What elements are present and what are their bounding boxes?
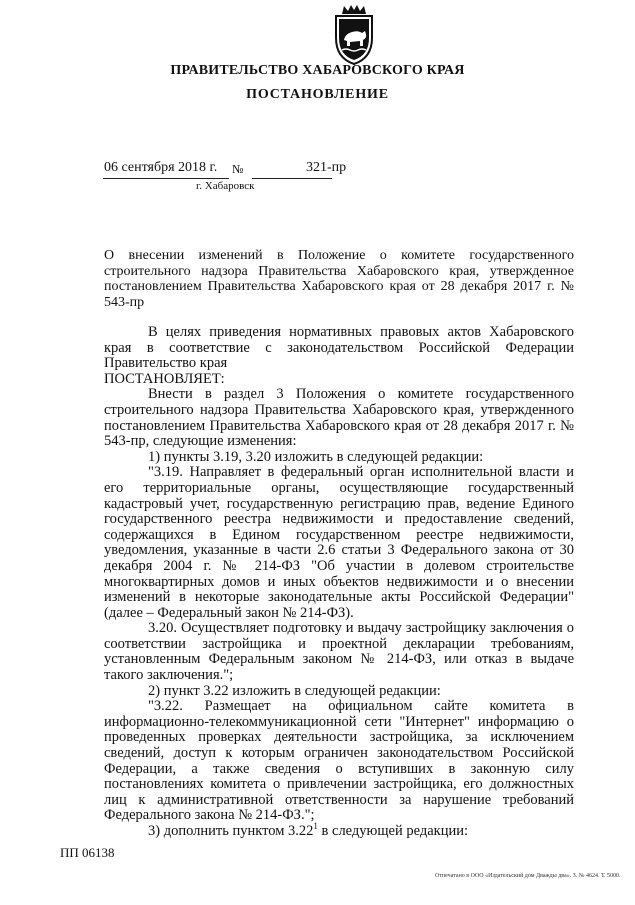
paragraph: "3.19. Направляет в федеральный орган исполнительной власти и его территориальные органы, осуществляющие государственный кадастровый учет, государственную регистрацию прав, ведение Единого государственного реестра недвижимости и предоставление сведений, содержащихся в Едином государственном реестре недвижимости, уведомления, указанные в части 2.6 статьи 3 Федерального закона от 30 декабря 2004 г. № 214-ФЗ "Об участии в долевом строительстве многоквартирных домов и иных объектов недвижимости и о внесении изменений в некоторые законодательные акты Российской Федерации" (далее – Федеральный закон № 214-ФЗ).: [104, 464, 574, 621]
organization-name: ПРАВИТЕЛЬСТВО ХАБАРОВСКОГО КРАЯ: [170, 63, 465, 78]
paragraph: Внести в раздел 3 Положения о комитете государственного строительного надзора Правительства Хабаровского края, утвержденного постановлением Правительства Хабаровского края от 28 декабря 2017 г. № 543-пр, следующие изменения:: [104, 386, 574, 450]
paragraph: [104, 325, 574, 387]
document-code: ПП 06138: [60, 845, 115, 860]
paragraph-text: 3) дополнить пунктом 3.22: [148, 823, 314, 839]
document-date: 06 сентября 2018 г.: [104, 160, 218, 175]
number-label: №: [232, 162, 244, 176]
city: г. Хабаровск: [196, 180, 255, 192]
paragraph: 3.20. Осуществляет подготовку и выдачу застройщику заключения о соответствии застройщика и проектной декларации требованиям, установленным Федеральным законом № 214-ФЗ, или отказ в выдаче такого заключения.";: [104, 620, 574, 684]
document-title: О внесении изменений в Положение о комитете государственного строительного надзора Правительства Хабаровского края, утвержденное постановлением Правительства Хабаровского края от 28 декабря 2017 г. № 543-пр: [104, 248, 574, 310]
date-underline: [103, 178, 229, 179]
paragraph: 1) пункты 3.19, 3.20 изложить в следующей редакции:: [148, 448, 484, 465]
document-type: ПОСТАНОВЛЕНИЕ: [246, 87, 389, 102]
document-number: 321-пр: [306, 160, 347, 175]
superscript: 1: [313, 821, 318, 832]
coat-of-arms-icon: [330, 4, 378, 66]
paragraph: "3.22. Размещает на официальном сайте комитета в информационно-телекоммуникационной сети "Интернет" информацию о проведенных проверках деятельности застройщика, за исключением сведений, доступ к которым ограничен законодательством Российской Федерации, а также сведения о вступивших в законную силу постановлениях комитета о привлечении застройщика, его должностных лиц к административной ответственности за нарушение требований Федерального закона № 214-ФЗ.";: [104, 698, 574, 824]
decree-word: ПОСТАНОВЛЯЕТ:: [104, 370, 225, 387]
paragraph-text: В целях приведения нормативных правовых актов Хабаровского края в соответствие с законодательством Российской Федерации Правительство края: [104, 324, 574, 372]
paragraph: 2) пункт 3.22 изложить в следующей редакции:: [148, 682, 441, 699]
document-body: [104, 325, 574, 840]
paragraph: [104, 821, 574, 840]
paragraph-text: в следующей редакции:: [317, 823, 469, 839]
printer-imprint: Отпечатано в ООО «Издательский дом Дважды два». З. № 4624. Т. 5000.: [435, 873, 621, 879]
number-underline: [252, 178, 332, 179]
